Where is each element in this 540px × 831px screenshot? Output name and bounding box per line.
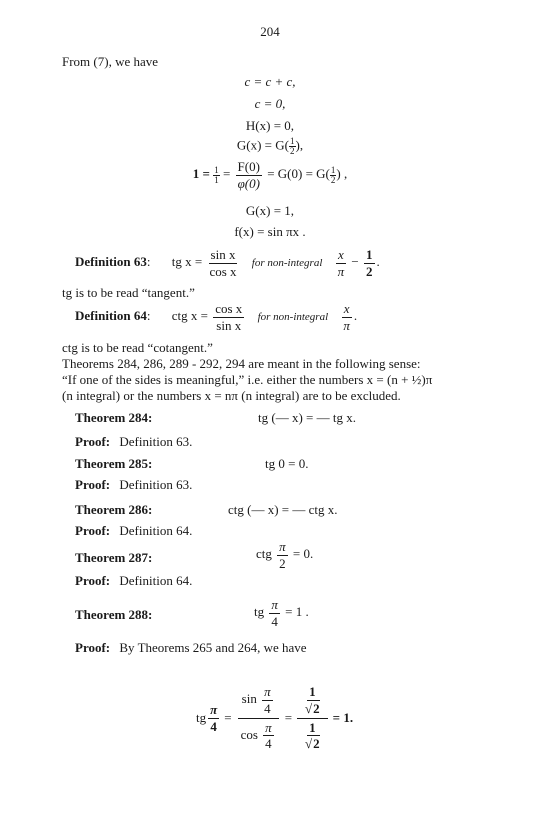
final-tg: tg (196, 710, 207, 725)
theorem-288-label: Theorem 288: (75, 607, 153, 622)
theorem-284-formula: tg (— x) = — tg x. (258, 410, 356, 425)
final-sin: sin (241, 691, 257, 707)
eq5-one-den: 1 (214, 174, 219, 185)
final-lhs-den: 4 (210, 718, 217, 734)
paragraph-line-2: “If one of the sides is meaningful,” i.e. either the numbers x = (n + ½)π (62, 372, 433, 387)
def63-half (364, 248, 375, 278)
t287-pre: ctg (256, 546, 272, 562)
proof-label: Proof: (75, 434, 111, 449)
eq5-frac-den: φ(0) (237, 175, 260, 191)
final-equation (196, 680, 353, 756)
proof-285-text: Definition 63. (119, 477, 193, 492)
final-top-sqrt (303, 701, 322, 716)
final-top-inner (303, 685, 322, 715)
proof-label: Proof: (75, 523, 111, 538)
def64-colon: : (146, 308, 151, 324)
eq4-half-num: 1 (290, 136, 295, 146)
final-root-frac (297, 685, 328, 751)
theorem-288-formula (254, 598, 309, 628)
def63-xnum: x (338, 247, 344, 262)
def64-xden: π (343, 317, 350, 333)
theorem-285-label: Theorem 285: (75, 456, 153, 471)
t288-pre: tg (254, 604, 265, 620)
intro-text: From (7), we have (62, 54, 159, 69)
def63-den: cos x (209, 263, 237, 279)
eq5-one-num: 1 (214, 164, 219, 175)
def63-num: sin x (210, 247, 236, 262)
theorem-287-label: Theorem 287: (75, 550, 153, 565)
def64-den: sin x (216, 317, 242, 333)
def64-x-over-pi (341, 302, 352, 332)
t288-den: 4 (271, 613, 278, 629)
eq5-end: ) , (336, 166, 348, 182)
definition-63 (75, 248, 380, 278)
meaning-paragraph (62, 356, 482, 404)
t288-num: π (271, 597, 278, 612)
def63-x-over-pi (336, 248, 347, 278)
equation-7: f(x) = sin πx . (234, 224, 306, 239)
t287-num: π (279, 539, 286, 554)
eq5-half-den: 2 (330, 174, 336, 185)
equation-1: c = c + c, (244, 74, 296, 89)
final-cos-pi: π (265, 719, 272, 735)
def64-end: . (353, 308, 358, 324)
theorem-286-label: Theorem 286: (75, 502, 153, 517)
t287-post: = 0. (292, 546, 314, 562)
final-cos-four: 4 (265, 736, 272, 752)
final-bottom-inner (303, 721, 322, 751)
def63-half-den: 2 (366, 263, 373, 279)
final-cos: cos (240, 726, 258, 742)
paragraph-line-3: (n integral) or the numbers x = nπ (n integral) are to be excluded. (62, 388, 401, 403)
t288-post: = 1 . (285, 604, 309, 620)
final-bottom-root (297, 719, 328, 751)
proof-287-text: Definition 64. (119, 573, 193, 588)
t288-frac (269, 598, 280, 628)
final-cos-arg (263, 721, 274, 751)
t287-frac (277, 540, 288, 570)
eq5-mid: = G(0) = G( (267, 166, 330, 182)
def64-condition: for non-integral (257, 311, 329, 324)
paragraph-line-1: Theorems 284, 286, 289 - 292, 294 are meant in the following sense: (62, 356, 421, 371)
eq4-left: G(x) = G( (236, 137, 289, 153)
final-eq1: = (224, 710, 232, 725)
def64-label: Definition 64 (75, 308, 147, 324)
final-sin-arg (262, 685, 273, 715)
def63-lhs: tg x = (171, 254, 203, 270)
def63-minus: − (351, 254, 359, 270)
eq5-main-frac (236, 160, 262, 190)
equation-5 (0, 160, 540, 190)
proof-286 (75, 523, 192, 539)
eq5-one-frac (213, 166, 220, 185)
def64-frac (213, 302, 244, 332)
equation-4 (0, 137, 540, 156)
def63-condition: for non-integral (251, 257, 323, 270)
def63-frac (207, 248, 238, 278)
proof-287 (75, 573, 192, 589)
final-cos-part (237, 719, 280, 751)
final-bottom-one: 1 (309, 719, 316, 735)
proof-label: Proof: (75, 640, 111, 655)
def63-colon: : (146, 254, 151, 270)
t287-den: 2 (279, 555, 286, 571)
final-top-two: 2 (313, 700, 320, 716)
eq4-half-den: 2 (290, 146, 295, 156)
theorem-285-formula: tg 0 = 0. (265, 456, 309, 471)
definition-64 (75, 302, 357, 332)
proof-286-text: Definition 64. (119, 523, 193, 538)
proof-284 (75, 434, 192, 450)
def63-half-num: 1 (366, 247, 373, 262)
def63-label: Definition 63 (75, 254, 147, 270)
page-number: 204 (260, 24, 280, 39)
final-eq3: = 1. (332, 710, 354, 725)
proof-label: Proof: (75, 477, 111, 492)
equation-3: H(x) = 0, (245, 118, 295, 133)
final-sin-four: 4 (264, 700, 271, 716)
eq5-half-num: 1 (330, 164, 336, 175)
final-top-root (297, 685, 328, 718)
final-sin-pi: π (264, 684, 271, 700)
proof-288-text: By Theorems 265 and 264, we have (119, 640, 307, 655)
theorem-284-label: Theorem 284: (75, 410, 153, 425)
final-lhs-num: π (210, 701, 218, 717)
final-sin-over-cos (237, 685, 280, 751)
eq4-right: ), (295, 137, 304, 153)
note-tg: tg is to be read “tangent.” (62, 285, 195, 300)
final-eq2: = (284, 710, 293, 725)
proof-284-text: Definition 63. (119, 434, 193, 449)
theorem-287-formula (256, 540, 313, 570)
final-pi-over-4 (208, 703, 219, 733)
def64-num: cos x (215, 301, 243, 316)
sqrt-symbol: √ (305, 700, 313, 716)
final-bottom-sqrt (303, 736, 322, 751)
eq5-lhs: 1 = (192, 166, 210, 182)
def63-xden: π (337, 263, 345, 279)
proof-288 (75, 640, 307, 656)
def64-lhs: ctg x = (171, 308, 208, 324)
final-bottom-two: 2 (313, 736, 320, 752)
proof-label: Proof: (75, 573, 111, 588)
sqrt-symbol: √ (305, 736, 313, 752)
equation-6: G(x) = 1, (245, 203, 295, 218)
eq5-frac-num: F(0) (237, 159, 260, 174)
def63-end: . (376, 254, 380, 270)
final-top-one: 1 (309, 684, 316, 700)
theorem-286-formula: ctg (— x) = — ctg x. (228, 502, 338, 517)
eq5-eq: = (222, 166, 231, 182)
note-ctg: ctg is to be read “cotangent.” (62, 340, 213, 355)
def64-xnum: x (343, 301, 350, 316)
final-sin-part (238, 685, 279, 718)
equation-2: c = 0, (254, 96, 286, 111)
proof-285 (75, 477, 192, 493)
